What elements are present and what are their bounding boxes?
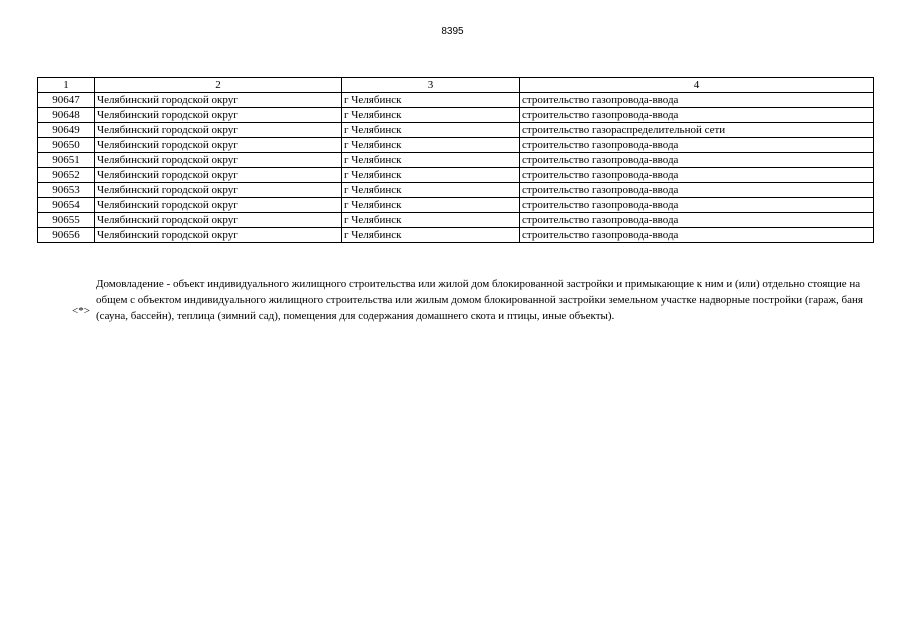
table-row — [38, 93, 874, 108]
settlement-cell: г Челябинск — [342, 168, 520, 183]
row-number-cell: 90655 — [38, 213, 95, 228]
settlement-cell: г Челябинск — [342, 138, 520, 153]
municipality-cell: Челябинский городской округ — [95, 168, 342, 183]
row-number-cell: 90652 — [38, 168, 95, 183]
row-number-cell: 90653 — [38, 183, 95, 198]
municipality-cell: Челябинский городской округ — [95, 198, 342, 213]
row-number-cell: 90650 — [38, 138, 95, 153]
table-row — [38, 168, 874, 183]
column-header-4: 4 — [520, 78, 874, 93]
table-row — [38, 213, 874, 228]
table-header-row — [38, 78, 874, 93]
footnote — [72, 276, 872, 324]
work-type-cell: строительство газопровода-ввода — [520, 228, 874, 243]
municipality-cell: Челябинский городской округ — [95, 108, 342, 123]
settlement-cell: г Челябинск — [342, 228, 520, 243]
row-number-cell: 90656 — [38, 228, 95, 243]
table-row — [38, 108, 874, 123]
row-number-cell: 90654 — [38, 198, 95, 213]
municipality-cell: Челябинский городской округ — [95, 123, 342, 138]
work-type-cell: строительство газопровода-ввода — [520, 168, 874, 183]
footnote-text: Домовладение - объект индивидуального жилищного строительства или жилой дом блокированной застройки и примыкающие к ним и (или) отдельно стоящие на общем с объектом индивидуального жилищного строительства или жилым домом блокированной застройки земельном участке надворные постройки (гараж, баня (сауна, бассейн), теплица (зимний сад), помещения для содержания домашнего скота и птицы, иные объекты). — [96, 278, 863, 322]
column-header-2: 2 — [95, 78, 342, 93]
settlement-cell: г Челябинск — [342, 213, 520, 228]
footnote-marker: <*> — [72, 305, 90, 317]
settlement-cell: г Челябинск — [342, 108, 520, 123]
work-type-cell: строительство газопровода-ввода — [520, 138, 874, 153]
work-type-cell: строительство газораспределительной сети — [520, 123, 874, 138]
row-number-cell: 90651 — [38, 153, 95, 168]
work-type-cell: строительство газопровода-ввода — [520, 153, 874, 168]
table-row — [38, 228, 874, 243]
page-number: 8395 — [441, 26, 464, 37]
table-row — [38, 183, 874, 198]
municipality-cell: Челябинский городской округ — [95, 228, 342, 243]
municipality-cell: Челябинский городской округ — [95, 183, 342, 198]
settlement-cell: г Челябинск — [342, 123, 520, 138]
table-row — [38, 138, 874, 153]
row-number-cell: 90648 — [38, 108, 95, 123]
settlement-cell: г Челябинск — [342, 93, 520, 108]
table-row — [38, 153, 874, 168]
work-type-cell: строительство газопровода-ввода — [520, 93, 874, 108]
work-type-cell: строительство газопровода-ввода — [520, 108, 874, 123]
gasification-table — [37, 77, 874, 243]
column-header-1: 1 — [38, 78, 95, 93]
row-number-cell: 90647 — [38, 93, 95, 108]
municipality-cell: Челябинский городской округ — [95, 93, 342, 108]
settlement-cell: г Челябинск — [342, 153, 520, 168]
municipality-cell: Челябинский городской округ — [95, 138, 342, 153]
table-body — [38, 93, 874, 243]
work-type-cell: строительство газопровода-ввода — [520, 183, 874, 198]
table-row — [38, 198, 874, 213]
settlement-cell: г Челябинск — [342, 198, 520, 213]
work-type-cell: строительство газопровода-ввода — [520, 198, 874, 213]
table-row — [38, 123, 874, 138]
settlement-cell: г Челябинск — [342, 183, 520, 198]
municipality-cell: Челябинский городской округ — [95, 153, 342, 168]
work-type-cell: строительство газопровода-ввода — [520, 213, 874, 228]
municipality-cell: Челябинский городской округ — [95, 213, 342, 228]
column-header-3: 3 — [342, 78, 520, 93]
row-number-cell: 90649 — [38, 123, 95, 138]
